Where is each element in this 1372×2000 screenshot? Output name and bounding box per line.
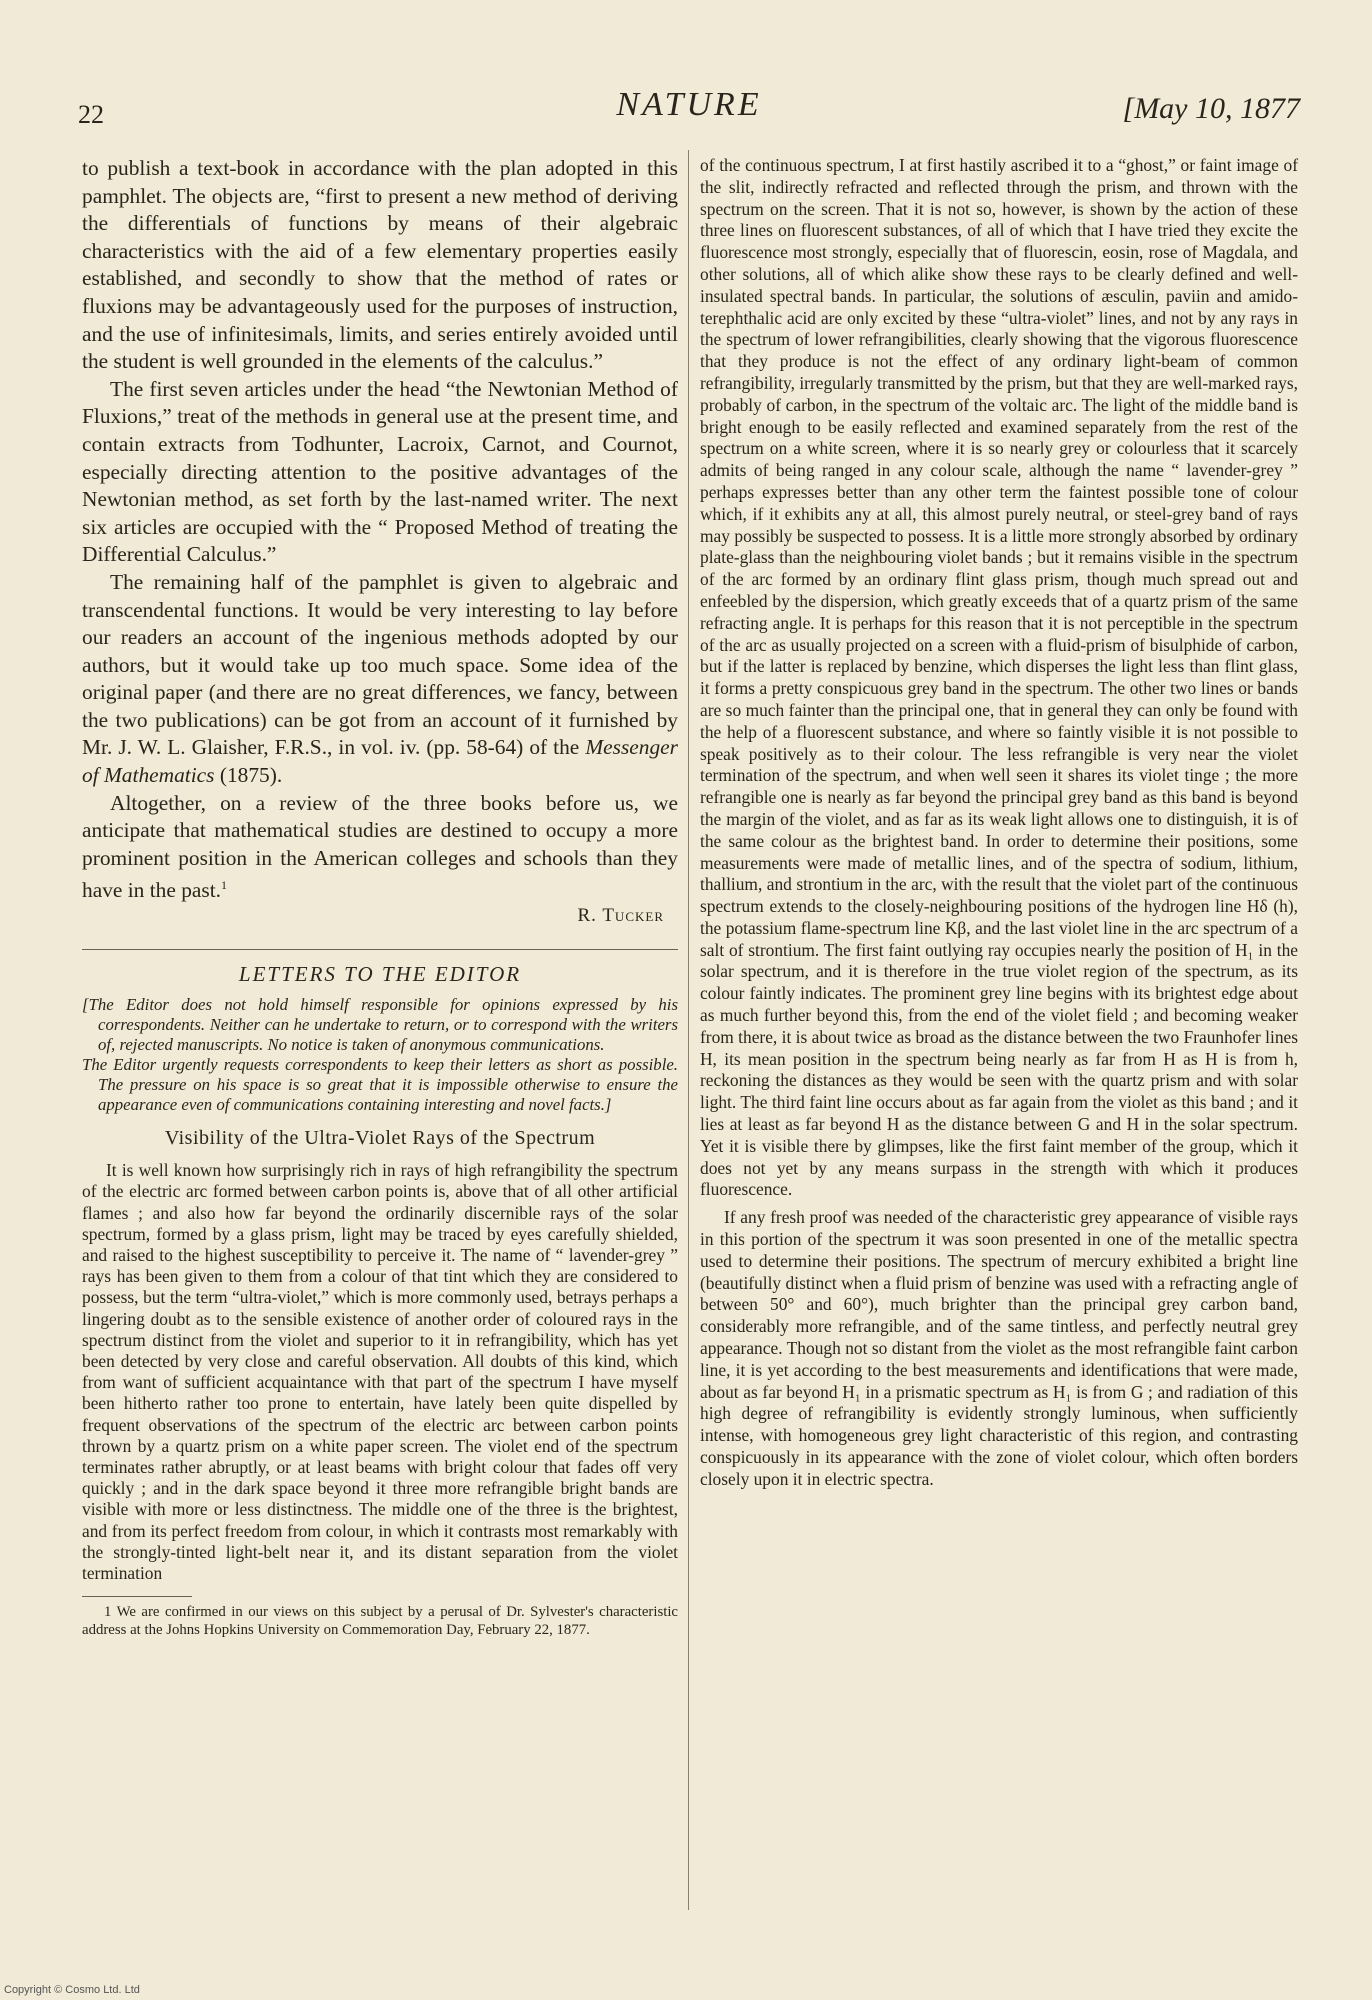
review-paragraph xyxy=(82,790,678,906)
article-paragraph: of the continuous spectrum, I at first hastily ascribed it to a “ghost,” or faint image of the slit, indirectly refracted and reflected through the prism, and thrown with the spectrum on the screen. That it is not so, however, is shown by the action of these three lines on fluorescent substances, of all of which that I have tried they excite the fluorescence most strongly, especially that of fluorescin, eosin, rose of Magdala, and other solutions, all of which alike show these rays to be clearly defined and well-insulated spectral bands. In particular, the solutions of æsculin, paviin and amido-terephthalic acid are only excited by these “ultra-violet” lines, and not by any rays in the spectrum of lower refrangibilities, clearly showing that the vigorous fluorescence that they produce is not the effect of any ordinary light-beam of common refrangibility, irregularly transmitted by the prism, but that they are well-marked rays, probably of carbon, in the spectrum of the voltaic arc. The light of the middle band is bright enough to be easily reflected and examined separately from the rest of the spectrum on a white screen, where it is so nearly grey or colourless that it scarcely admits of being ranged in any colour scale, although the name “ lavender-grey ” perhaps expresses better than any other term the faintest possible tone of colour which, if it exhibits any at all, this almost purely neutral, or steel-grey band of rays may possibly be suspected to possess. It is a little more strongly absorbed by ordinary plate-glass than the neighbouring violet bands ; but it remains visible in the spectrum of the arc formed by an ordinary flint glass prism, though much spread out and enfeebled by the dispersion, which greatly exceeds that of a quartz prism of the same refracting angle. It is perhaps for this reason that it is not perceptible in the spectrum of the arc as usually projected on a screen with a fluid-prism of bisulphide of carbon, but if the latter is replaced by benzine, which disperses the light less than flint glass, it forms a pretty conspicuous grey band in the spectrum. The other two lines or bands are so much fainter than the principal one, that in general they can only be found with the help of a fluorescent substance, and where so faintly visible it is not possible to speak positively as to their colour. The less refrangible is very near the violet termination of the spectrum, and when well seen it shares its violet tinge ; the more refrangible one is nearly as far beyond the principal grey band as this band is beyond the margin of the violet, and as far as its weak light allows one to distinguish, it is of the same colour as the brightest band. In order to determine their positions, some measurements were made of metallic lines, and of the spectra of sodium, lithium, thallium, and strontium in the arc, with the result that the violet part of the continuous spectrum extends to the closely-neighbouring positions of the hydrogen line Hδ (h), the potassium flame-spectrum line Kβ, and the last violet line in the arc spectrum of a salt of strontium. The first faint outlying ray occupies nearly the position of H₁ in the solar spectrum, and it is therefore in the true violet region of the spectrum, as its colour faintly indicates. The prominent grey line begins with its brightest edge about as much further beyond this, from the end of the violet field ; and becoming weaker from there, it is about twice as broad as the distance between the two Fraunhofer lines H, its mean position in the spectrum being nearly as far from H as H is from h, reckoning the distances as they would be seen with the quartz prism and with solar light. The third faint line occurs about as far again from the violet as this band ; and it lies at least as far beyond H as the distance between G and H in the solar spectrum. Yet it is visible there by glimpses, like the first faint member of the group, which it does not yet by any means surpass in the strength with which it produces fluorescence. xyxy=(700,155,1298,1200)
journal-title: NATURE xyxy=(616,86,762,123)
review-paragraph: The first seven articles under the head “the Newtonian Method of Fluxions,” treat of the methods in general use at the present time, and contain extracts from Todhunter, Lacroix, Carnot, and Cournot, especially directing attention to the positive advantages of the Newtonian method, as set forth by the last-named writer. The next six articles are occupied with the “ Proposed Method of treating the Differential Calculus.” xyxy=(82,376,678,567)
section-divider xyxy=(82,949,678,950)
review-text: Altogether, on a review of the three books before us, we anticipate that mathematical studies are destined to occupy a more prominent position in the American colleges and schools than they have in the past. xyxy=(82,790,678,903)
review-text: The remaining half of the pamphlet is given to algebraic and transcendental functions. It would be very interesting to lay before our readers an account of the ingenious methods adopted by our authors, but it would take up too much space. Some idea of the original paper (and there are no great differences, we fancy, between the two publications) can be got from an account of it furnished by Mr. J. W. L. Glaisher, F.R.S., in vol. iv. (pp. 58-64) of the xyxy=(82,569,678,760)
review-paragraph xyxy=(82,569,678,790)
column-divider xyxy=(688,150,689,1910)
issue-date: [May 10, 1877 xyxy=(1122,92,1300,125)
footnote: 1 We are confirmed in our views on this subject by a perusal of Dr. Sylvester's characteristic address at the Johns Hopkins University on Commemoration Day, February 22, 1877. xyxy=(82,1604,678,1639)
journal-reference: Messenger of Mathematics xyxy=(82,735,678,788)
article-title: Visibility of the Ultra-Violet Rays of the Spectrum xyxy=(164,1127,596,1150)
page-number: 22 xyxy=(78,100,104,129)
footnote-mark: 1 xyxy=(221,878,227,893)
right-column xyxy=(700,155,1298,1491)
author-signature: R. Tucker xyxy=(577,905,664,927)
left-column xyxy=(82,155,678,1639)
article-paragraph: It is well known how surprisingly rich in rays of high refrangibility the spectrum of the electric arc formed between carbon points is, above that of all other artificial flames ; and also how far beyond the ordinarily discernible rays of the solar spectrum, formed by a glass prism, light may be traced by eyes carefully shielded, and raised to the highest susceptibility to perceive it. The name of “ lavender-grey ” rays has been given to them from a colour of that tint which they are considered to possess, but the term “ultra-violet,” which is more commonly used, betrays perhaps a lingering doubt as to the sensible existence of another order of coloured rays in the spectrum distinct from the violet and superior to it in refrangibility, which has yet been detected by very close and careful observation. All doubts of this kind, which from want of sufficient acquaintance with that part of the spectrum I have myself been hitherto rather too prone to entertain, have lately been quite dispelled by frequent observations of the spectrum of the electric arc between carbon points thrown by a quartz prism on a white paper screen. The violet end of the spectrum terminates rather abruptly, or at least beams with bright colour that fades off very quickly ; and in the dark space beyond it three more refrangible bright bands are visible with more or less distinctness. The middle one of the three is the brightest, and from its perfect freedom from colour, in which it contrasts most remarkably with the strongly-tinted light-belt near it, and its distant separation from the violet termination xyxy=(82,1160,678,1584)
review-text: (1875). xyxy=(219,763,283,788)
review-paragraph: to publish a text-book in accordance with the plan adopted in this pamphlet. The objects are, “first to present a new method of deriving the differentials of functions by means of their algebraic characteristics with the aid of a few elementary properties easily established, and secondly to show that the method of rates or fluxions may be advantageously used for the purposes of instruction, and the use of infinitesimals, limits, and series entirely avoided until the student is well grounded in the elements of the calculus.” xyxy=(82,156,678,374)
page-header xyxy=(78,86,1300,146)
article-paragraph: If any fresh proof was needed of the characteristic grey appearance of visible rays in this portion of the spectrum it was soon presented in one of the metallic spectra used to determine their positions. The spectrum of mercury exhibited a bright line (beautifully distinct when a fluid prism of benzine was used with a refracting angle of between 50° and 60°), much brighter than the principal grey carbon band, considerably more refrangible, and of the same tintless, and perfectly neutral grey appearance. Though not so distant from the violet as the most refrangible faint carbon line, it is yet according to the best measurements and identifications that were made, about as far beyond H₁ in a prismatic spectrum as H₁ is from G ; and radiation of this high degree of refrangibility is evidently strongly luminous, when sufficiently intense, with homogeneous grey light characteristic of this region, and contrasting conspicuously in its appearance with the zone of violet colour, which often borders closely upon it in electric spectra. xyxy=(700,1207,1298,1489)
footnote-divider xyxy=(82,1596,192,1597)
editor-disclaimer: [The Editor does not hold himself responsible for opinions expressed by his correspondents. Neither can he undertake to return, or to correspond with the writers of, rejected manuscripts. No notice is taken of anonymous communications. xyxy=(82,995,678,1055)
section-title: LETTERS TO THE EDITOR xyxy=(238,962,522,987)
copyright-notice: Copyright © Cosmo Ltd. Ltd xyxy=(4,1984,140,1996)
editor-disclaimer: The Editor urgently requests correspondents to keep their letters as short as possible. The pressure on his space is so great that it is impossible otherwise to ensure the appearance even of communications containing interesting and novel facts.] xyxy=(82,1055,678,1115)
